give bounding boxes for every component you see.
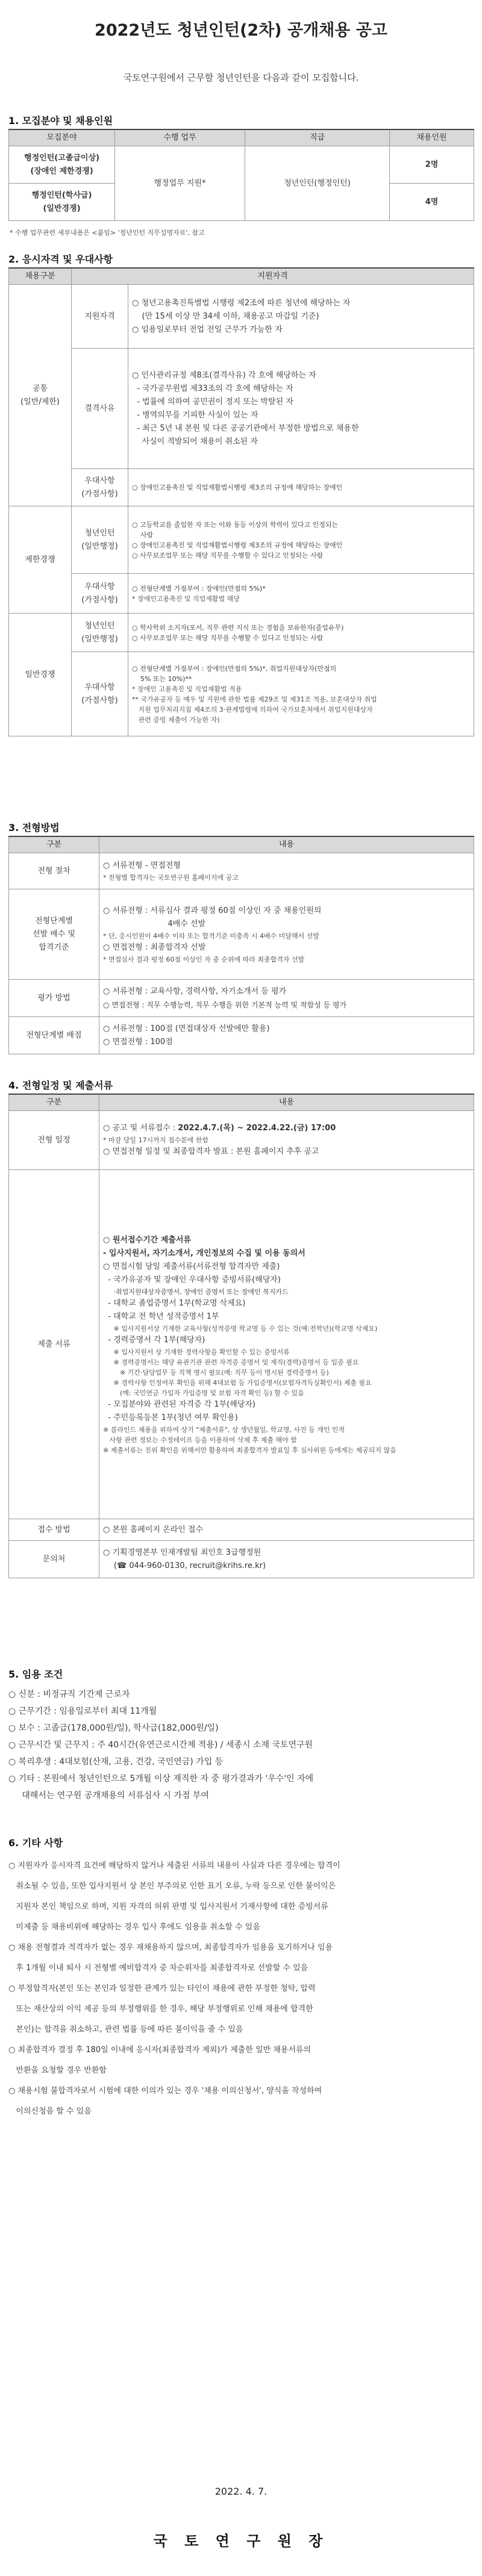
list-item: 후 1개월 이내 퇴사 시 전형별 예비합격자 중 차순위자를 최종합격자로 선발할 수 있음 <box>8 1964 308 1973</box>
section-3-heading: 3. 전형방법 <box>8 822 60 833</box>
employment-conditions-list <box>8 1686 474 1804</box>
section-1-note: * 수행 업무관련 세부내용은 <붙임> '청년인턴 직무설명자료', 참고 <box>10 229 205 237</box>
other-notes-list <box>8 1856 474 2122</box>
list-item: ○ 신분 : 비정규직 기간제 근로자 <box>8 1690 130 1699</box>
docs-label: 제출 서류 <box>9 1170 99 1519</box>
general-qual-category: 청년인턴 (일반행정) <box>72 614 128 652</box>
section-1-heading: 1. 모집분야 및 채용인원 <box>8 115 113 126</box>
field-cell: 행정인턴(고졸급이상) (장애인 제한경쟁) <box>9 146 115 184</box>
section-3-table <box>8 836 474 1054</box>
col-header: 내용 <box>99 836 474 853</box>
signature: 국 토 연 구 원 장 <box>153 2533 329 2550</box>
list-item: ○ 채용시험 불합격자로서 시험에 대한 이의가 있는 경우 '채용 이의신청서', 양식을 작성하여 <box>8 2086 322 2095</box>
list-item: ○ 근무시간 및 근무지 : 주 40시간(유연근로시간제 적용) / 세종시 소재 국토연구원 <box>8 1740 313 1750</box>
intro-text: 국토연구원에서 근무할 청년인턴을 다음과 같이 모집합니다. <box>123 72 359 83</box>
col-header: 내용 <box>99 1094 474 1111</box>
restricted-qual-cell: ○ 고등학교를 졸업한 자 또는 이와 동등 이상의 학력이 있다고 인정되는 사람 ○ 장애인고용촉진 및 직업재활법시행령 제3조의 규정에 해당하는 장애인 ○ 사무보조업무 또는 해당 직무를 수행할 수 있다고 인정되는 사람 <box>128 506 474 574</box>
section-2-table <box>8 267 474 736</box>
list-item: 지원자 본인 책임으로 하며, 지원 자격의 허위 판명 및 입사지원서 기재사항에 대한 증빙서류 <box>8 1902 328 1911</box>
section-4-table <box>8 1094 474 1578</box>
general-pref-cell: ○ 전형단계별 가점부여 : 장애인(만점의 5%)*, 취업지원대상자(만점의 5% 또는 10%)** * 장애인 고용촉진 및 직업재활법 적용 ** 국가유공자 등 예우 및 지원에 관한 법률 제29조 및 제31조 적용, 보훈대상자 취업 지원 업무처리지침 제4조의 3·관계법령에 의하여 국가보훈처에서 취업지원대상자 관련 증빙 제출이 가능한 자) <box>128 652 474 736</box>
score-label: 전형단계별 배점 <box>9 1017 99 1054</box>
list-item: ○ 보수 : 고졸급(178,000원/일), 학사급(182,000원/일) <box>8 1723 219 1733</box>
list-item: 대해서는 연구원 공개채용의 서류심사 시 가점 부여 <box>8 1791 209 1800</box>
contact-label: 문의처 <box>9 1541 99 1578</box>
receipt-label: 접수 방법 <box>9 1519 99 1541</box>
evaluation-label: 평가 방법 <box>9 980 99 1017</box>
contact-cell: ○ 기획경영본부 인재개발팀 최인호 3급행정원 (☎ 044-960-0130, recruit@krihs.re.kr) <box>99 1541 474 1578</box>
col-header: 구분 <box>9 1094 99 1111</box>
field-cell: 행정인턴(학사급) (일반경쟁) <box>9 184 115 221</box>
notice-date: 2022. 4. 7. <box>214 2486 268 2497</box>
docs-cell: ○ 원서접수기간 제출서류 - 입사지원서, 자기소개서, 개인정보의 수집 및 이용 동의서 ○ 면접시험 당일 제출서류(서류전형 합격자만 제출) - 국가유공자 및 장애인 우대사항 증빙서류(해당자) ·취업지원대상자증명서, 장애인 증명서 또는 장애인 복지카드 - 대학교 졸업증명서 1부(학교명 삭제요) - 대학교 전 학년 성적증명서 1부 ※ 입사지원서상 기재한 교육사항(성적증명 학교명 등 수 있는 것(예:전학년)(학교명 삭제요) - 경력증명서 각 1부(해당자) ※ 입사지원서 상 기재한 경력사항을 확인할 수 있는 증빙서류 ※ 경력증명서는 해당 유관기관 관련 자격증 증명서 및 재직(경력)증명서 등 입증 필요 ※ 기간·담당업무 등 직책 명시 필요(예: 직무 등이 명시된 경력증명서 등) ※ 경력사항 인정여부 확인을 위해 4대보험 등 가입증명서(보험자격득실확인서) 제출 필요 (예: 국민연금 가입자 가입증명 및 보험 자격 확인 등) 할 수 있음 - 모집분야와 관련된 자격증 각 1부(해당자) - 주민등록등본 1부(청년 여부 확인용) ※ 블라인드 채용을 위하여 상기 "제출서류", 상 생년월일, 학교명, 사진 등 개인 인적 사항 관련 정보는 수정테이프 등을 이용하여 삭제 후 제출 해야 함 ※ 제출서류는 진위 확인을 위해서만 활용하며 최종합격자 발표일 후 심사위원 등에게는 제공되지 않음 <box>99 1170 474 1519</box>
disq-cell: ○ 인사관리규정 제8조(결격사유) 각 호에 해당하는 자 - 국가공무원법 제33조의 각 호에 해당하는 자 - 법률에 의하여 공민권이 정지 또는 박탈된 자 - 병역의무를 기피한 사실이 있는 자 - 최근 5년 내 본원 및 다른 공공기관에서 부정한 방법으로 채용한 사실이 적발되어 채용이 취소된 자 <box>128 349 474 469</box>
col-header: 모집분야 <box>9 129 115 146</box>
general-qual-cell: ○ 학사학위 소지자(포서, 직무 관련 지식 또는 경험을 보유한자(졸업유무) ○ 사무보조업무 또는 해당 직무를 수행할 수 있다고 인정되는 사람 <box>128 614 474 652</box>
selection-label: 전형단계별 선발 배수 및 합격기준 <box>9 889 99 980</box>
col-header: 구분 <box>9 836 99 853</box>
schedule-cell: ○ 공고 및 서류접수 : 2022.4.7.(목) ~ 2022.4.22.(금) 17:00 * 마감 당일 17시까지 접수분에 한함 ○ 면접전형 일정 및 최종합격자 발표 : 본원 홈페이지 추후 공고 <box>99 1111 474 1170</box>
page-title: 2022년도 청년인턴(2차) 공개채용 공고 <box>95 21 387 40</box>
list-item: 미제출 등 채용비위에 해당하는 경우 입사 후에도 임용을 취소할 수 있음 <box>8 1923 260 1932</box>
list-item: ○ 채용 전형결과 적격자가 없는 경우 재채용하지 않으며, 최종합격자가 임용을 포기하거나 임용 <box>8 1943 333 1952</box>
qual-cell: ○ 청년고용촉진특별법 시행령 제2조에 따른 청년에 해당하는 자 (만 15세 이상 만 34세 이하, 채용공고 마감일 기준) ○ 임용일로부터 전업 전일 근무가 가능한 자 <box>128 285 474 349</box>
list-item: ○ 기타 : 본원에서 청년인턴으로 5개월 이상 재직한 자 중 평가결과가 '우수'인 자에 <box>8 1774 314 1784</box>
list-item: 또는 재산상의 이익 제공 등의 부정행위를 한 경우, 해당 부정행위로 인해 채용에 합격한 <box>8 2005 313 2014</box>
list-item: ○ 최종합격자 결정 후 180일 이내에 응시자(최종합격자 제외)가 제출한 일반 채용서류의 <box>8 2046 311 2055</box>
list-item: 취소될 수 있음, 또한 입사지원서 상 본인 부주의로 인한 표기 오류, 누락 등으로 인한 불이익은 <box>8 1882 336 1891</box>
task-cell: 행정업무 지원* <box>115 146 245 221</box>
col-header: 채용구분 <box>9 268 72 285</box>
col-header: 수행 업무 <box>115 129 245 146</box>
score-cell: ○ 서류전형 : 100점 (면접대상자 선발에만 활용) ○ 면접전형 : 100점 <box>99 1017 474 1054</box>
list-item: ○ 부정합격자(본인 또는 본인과 일정한 관계가 있는 타인이 채용에 관한 부정한 청탁, 압력 <box>8 1984 316 1993</box>
common-pref-cell: ○ 장애인고용촉진 및 직업재활법시행령 제3조의 규정에 해당하는 장애인 <box>128 469 474 506</box>
restricted-qual-category: 청년인턴 (일반행정) <box>72 506 128 574</box>
count-cell: 2명 <box>390 146 474 184</box>
section-2-heading: 2. 응시자격 및 우대사항 <box>8 254 113 265</box>
common-label: 공통 (일반/제한) <box>9 285 72 506</box>
col-header: 채용인원 <box>390 129 474 146</box>
list-item: 본인)는 합격을 취소하고, 관련 법률 등에 따른 불이익을 줄 수 있음 <box>8 2025 243 2034</box>
disq-category: 결격사유 <box>72 349 128 469</box>
pref-category: 우대사항 (가점사항) <box>72 652 128 736</box>
evaluation-cell: ○ 서류전형 : 교육사항, 경력사항, 자기소개서 등 평가 ○ 면접전형 : 직무 수행능력, 직무 수행을 위한 기본적 능력 및 적합성 등 평가 <box>99 980 474 1017</box>
schedule-label: 전형 일정 <box>9 1111 99 1170</box>
restricted-pref-cell: ○ 전형단계별 가점부여 : 장애인(만점의 5%)* * 장애인고용촉진 및 직업재활법 해당 <box>128 574 474 614</box>
section-4-heading: 4. 전형일정 및 제출서류 <box>8 1080 113 1091</box>
pref-category: 우대사항 (가점사항) <box>72 574 128 614</box>
pref-category: 우대사항 (가점사항) <box>72 469 128 506</box>
section-1-table <box>8 129 474 221</box>
procedure-label: 전형 절차 <box>9 853 99 889</box>
procedure-cell: ○ 서류전형 - 면접전형 * 전형별 합격자는 국토연구원 홈페이지에 공고 <box>99 853 474 889</box>
selection-cell: ○ 서류전형 : 서류심사 결과 평정 60점 이상인 자 중 채용인원의 4배수 선발 * 단, 응시인원이 4배수 이하 또는 합격기준 미충족 시 4배수 미달해서 선발 ○ 면접전형 : 최종합격자 선발 * 면접심사 결과 평정 60점 이상인 자 중 순위에 따라 최종합격자 선발 <box>99 889 474 980</box>
count-cell: 4명 <box>390 184 474 221</box>
list-item: ○ 복리후생 : 4대보험(산재, 고용, 건강, 국민연금) 가입 등 <box>8 1757 224 1767</box>
list-item: 반환을 요청할 경우 반환함 <box>8 2066 107 2075</box>
section-5-heading: 5. 임용 조건 <box>8 1669 63 1680</box>
col-header: 지원자격 <box>72 268 474 285</box>
list-item: ○ 지원자가 응시자격 요건에 해당하지 않거나 제출된 서류의 내용이 사실과 다른 경우에는 합격이 <box>8 1861 340 1870</box>
restricted-label: 제한경쟁 <box>9 506 72 614</box>
general-label: 일반경쟁 <box>9 614 72 736</box>
section-6-heading: 6. 기타 사항 <box>8 1837 63 1849</box>
receipt-cell: ○ 본원 홈페이지 온라인 접수 <box>99 1519 474 1541</box>
grade-cell: 청년인턴(행정인턴) <box>245 146 390 221</box>
col-header: 직급 <box>245 129 390 146</box>
list-item: ○ 근무기간 : 임용일로부터 최대 11개월 <box>8 1706 157 1716</box>
qual-category: 지원자격 <box>72 285 128 349</box>
list-item: 이의신청을 할 수 있음 <box>8 2107 92 2116</box>
